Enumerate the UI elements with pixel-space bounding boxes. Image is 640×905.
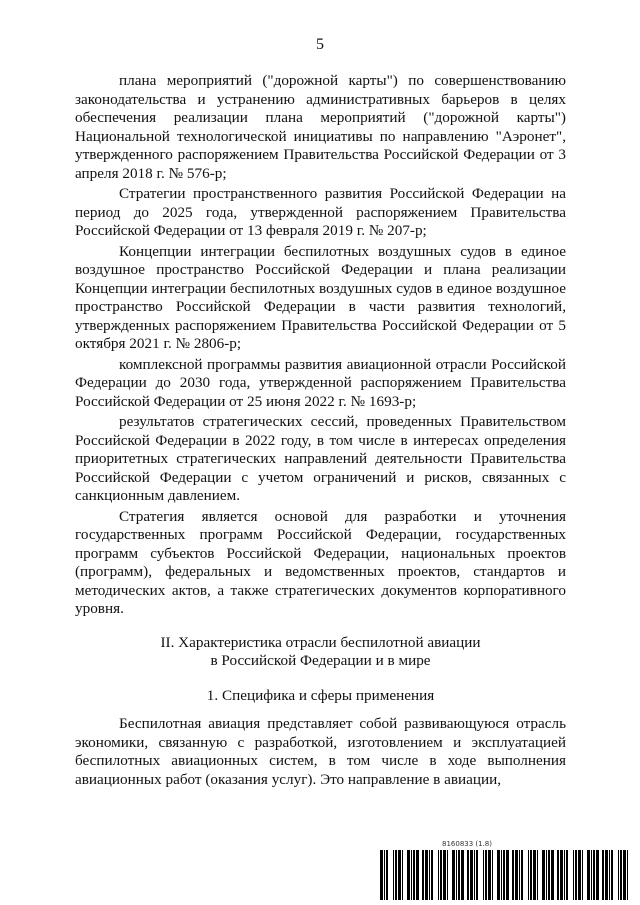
paragraph-uav-definition: Беспилотная авиация представляет собой развивающуюся отрасль экономики, связанную с разработкой, изготовлением и эксплуатацией беспилотных авиационных систем, в том числе в ходе выполнения авиационных работ (оказания услуг). Это направление в авиации, — [75, 715, 566, 788]
paragraph-aviation-program: комплексной программы развития авиационной отрасли Российской Федерации до 2030 года, утвержденной распоряжением Правительства Российской Федерации от 25 июня 2022 г. № 1693-р; — [75, 355, 566, 410]
section-heading-line-2: в Российской Федерации и в мире — [210, 652, 431, 669]
document-body — [75, 72, 566, 789]
paragraph-strategy-basis: Стратегия является основой для разработки и уточнения государственных программ Российской Федерации, государственных программ субъектов Российской Федерации, национальных проектов (программ), федеральных и ведомственных проектов, стандартов и методических актов, а также стратегических документов корпоративного уровня. — [75, 507, 566, 617]
page-number: 5 — [316, 36, 324, 53]
paragraph-uav-integration-concept: Концепции интеграции беспилотных воздушных судов в единое воздушное пространство Российской Федерации и плана реализации Концепции интеграции беспилотных воздушных судов в единое воздушное пространство Российской Федерации в части развития технологий, утвержденных распоряжением Правительства Российской Федерации от 5 октября 2021 г. № 2806-р; — [75, 242, 566, 352]
paragraph-spatial-strategy: Стратегии пространственного развития Российской Федерации на период до 2025 года, утвержденной распоряжением Правительства Российской Федерации от 13 февраля 2019 г. № 207-р; — [75, 185, 566, 239]
document-code: 8160833 (1.8) — [442, 840, 492, 848]
paragraph-dorozhnaya-karta: плана мероприятий ("дорожной карты") по совершенствованию законодательства и устранению административных барьеров в целях обеспечения реализации плана мероприятий ("дорожной карты") Национальной технологической инициативы по направлению "Аэронет", утвержденного распоряжением Правительства Российской Федерации от 3 апреля 2018 г. № 576-р; — [75, 72, 566, 182]
barcode-icon — [380, 850, 632, 900]
paragraph-strategic-sessions: результатов стратегических сессий, проведенных Правительством Российской Федерации в 2022 году, в том числе в интересах определения приоритетных стратегических направлений деятельности Правительства Российской Федерации с учетом ограничений и рисков, связанных с санкционным давлением. — [75, 413, 566, 504]
subsection-heading: 1. Специфика и сферы применения — [206, 686, 435, 704]
section-heading-line-1: II. Характеристика отрасли беспилотной авиации — [160, 633, 481, 651]
section-heading — [75, 634, 566, 671]
document-barcode — [380, 840, 632, 900]
